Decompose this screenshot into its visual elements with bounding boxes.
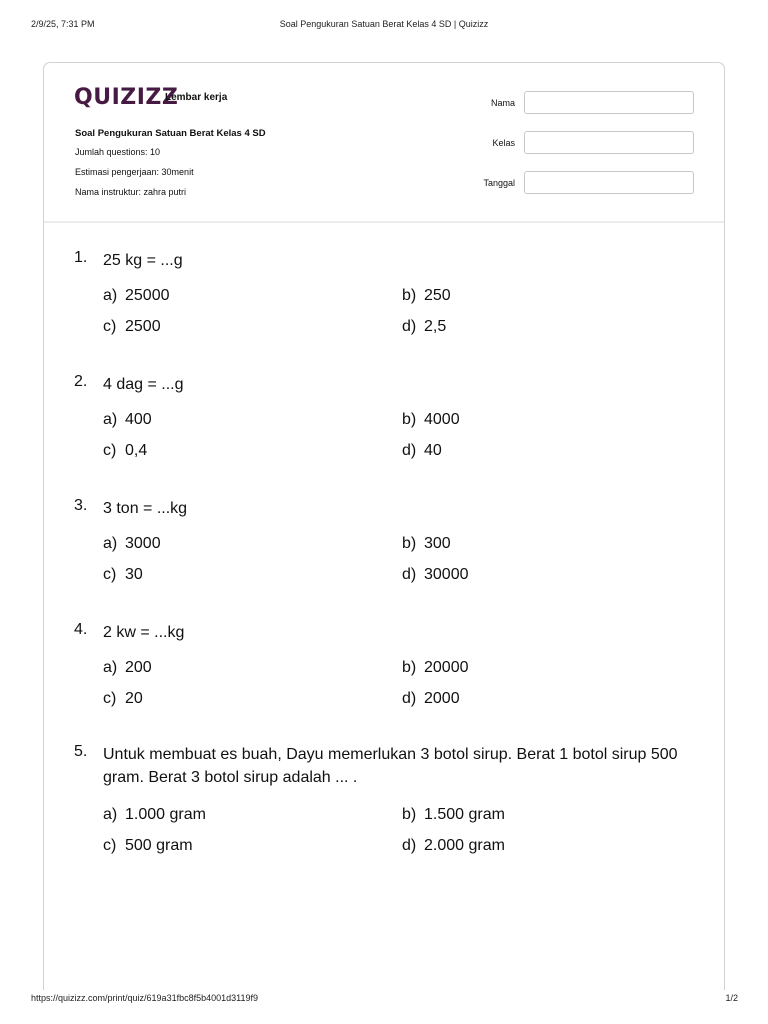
question-number: 3. — [74, 497, 88, 514]
option-text: 250 — [424, 287, 451, 304]
option-letter: d) — [402, 837, 417, 854]
option-c — [103, 837, 193, 855]
option-b — [402, 806, 505, 824]
print-footer — [0, 993, 768, 1007]
option-a — [103, 659, 152, 677]
option-d — [402, 318, 446, 336]
option-letter: b) — [402, 806, 417, 823]
option-c — [103, 690, 143, 708]
option-a — [103, 411, 152, 429]
question-text: 25 kg = ...g — [103, 252, 183, 269]
option-letter: d) — [402, 442, 417, 459]
option-letter: d) — [402, 318, 417, 335]
option-b — [402, 287, 451, 305]
option-a — [103, 535, 161, 553]
option-letter: d) — [402, 690, 417, 707]
option-text: 40 — [424, 442, 442, 459]
question-text: 4 dag = ...g — [103, 376, 184, 393]
option-c — [103, 318, 161, 336]
worksheet-label: Lembar kerja — [165, 92, 228, 103]
option-text: 25000 — [125, 287, 170, 304]
option-text: 200 — [125, 659, 152, 676]
option-d — [402, 566, 469, 584]
option-b — [402, 659, 469, 677]
option-text: 3000 — [125, 535, 161, 552]
question-number: 2. — [74, 373, 88, 390]
question-count: Jumlah questions: 10 — [75, 147, 161, 157]
question-number: 4. — [74, 621, 88, 638]
option-letter: b) — [402, 287, 417, 304]
option-b — [402, 535, 451, 553]
option-letter: a) — [103, 806, 118, 823]
option-letter: b) — [402, 659, 417, 676]
option-letter: a) — [103, 411, 118, 428]
print-header — [0, 19, 768, 33]
option-text: 2,5 — [424, 318, 447, 335]
print-url: https://quizizz.com/print/quiz/619a31fbc8f5b4001d3119f9 — [31, 993, 258, 1003]
option-text: 300 — [424, 535, 451, 552]
option-letter: b) — [402, 535, 417, 552]
print-title: Soal Pengukuran Satuan Berat Kelas 4 SD | Quizizz — [279, 19, 489, 29]
option-text: 2500 — [125, 318, 161, 335]
option-text: 2000 — [424, 690, 460, 707]
option-text: 2.000 gram — [424, 837, 505, 854]
question-list — [44, 63, 724, 991]
question-number: 5. — [74, 743, 88, 760]
option-text: 30000 — [424, 566, 469, 583]
option-letter: c) — [103, 837, 117, 854]
option-text: 0,4 — [125, 442, 148, 459]
option-letter: c) — [103, 690, 117, 707]
option-text: 4000 — [424, 411, 460, 428]
quiz-title: Soal Pengukuran Satuan Berat Kelas 4 SD — [75, 128, 266, 139]
option-text: 1.500 gram — [424, 806, 505, 823]
tanggal-label: Tanggal — [483, 178, 515, 188]
option-a — [103, 806, 206, 824]
option-letter: b) — [402, 411, 417, 428]
option-letter: d) — [402, 566, 417, 583]
option-d — [402, 690, 460, 708]
option-letter: a) — [103, 287, 118, 304]
option-letter: c) — [103, 566, 117, 583]
option-letter: a) — [103, 535, 118, 552]
option-b — [402, 411, 460, 429]
option-letter: c) — [103, 442, 117, 459]
option-a — [103, 287, 170, 305]
option-d — [402, 442, 442, 460]
option-c — [103, 442, 147, 460]
page-number: 1/2 — [725, 993, 738, 1003]
option-text: 1.000 gram — [125, 806, 206, 823]
time-estimate: Estimasi pengerjaan: 30menit — [75, 167, 194, 177]
instructor-name: Nama instruktur: zahra putri — [75, 187, 187, 197]
option-letter: c) — [103, 318, 117, 335]
option-text: 400 — [125, 411, 152, 428]
quizizz-logo: QUIZIZZ — [74, 85, 179, 110]
option-text: 30 — [125, 566, 143, 583]
option-letter: a) — [103, 659, 118, 676]
worksheet — [43, 62, 725, 990]
kelas-label: Kelas — [492, 138, 515, 148]
option-text: 20 — [125, 690, 143, 707]
question-number: 1. — [74, 249, 88, 266]
question-text: 2 kw = ...kg — [103, 624, 185, 641]
option-d — [402, 837, 505, 855]
question-text: Untuk membuat es buah, Dayu memerlukan 3 botol sirup. Berat 1 botol sirup 500 gram. Berat 3 botol sirup adalah ... . — [103, 746, 678, 786]
option-text: 20000 — [424, 659, 469, 676]
option-text: 500 gram — [125, 837, 193, 854]
question-text: 3 ton = ...kg — [103, 500, 188, 517]
print-datetime: 2/9/25, 7:31 PM — [31, 19, 95, 29]
nama-label: Nama — [490, 98, 515, 108]
option-c — [103, 566, 143, 584]
